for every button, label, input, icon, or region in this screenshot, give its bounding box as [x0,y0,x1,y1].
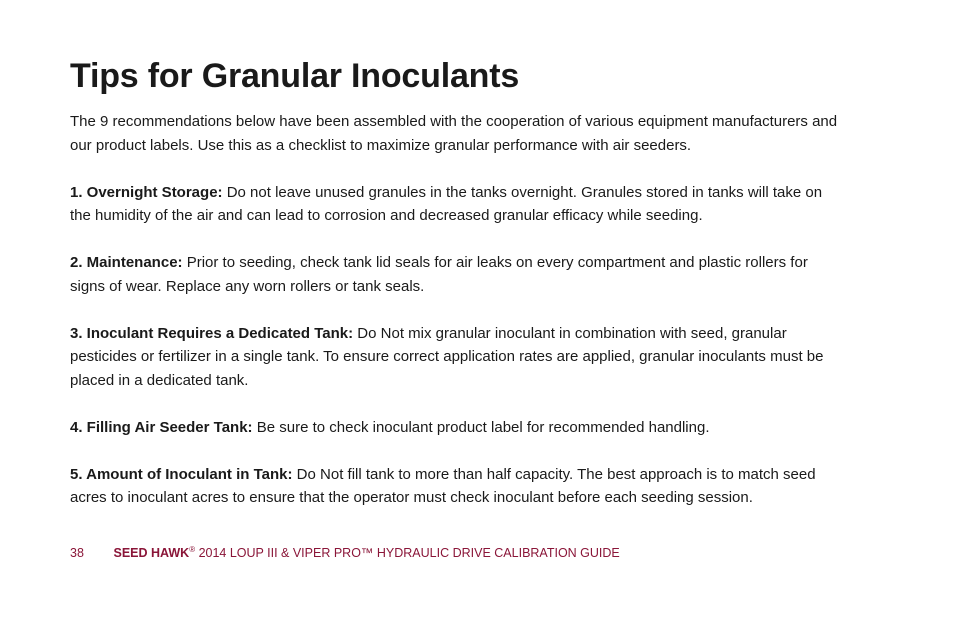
footer-guide-title: 2014 LOUP III & VIPER PRO™ HYDRAULIC DRIVE CALIBRATION GUIDE [198,546,620,561]
tip-text: Do Not fill tank to more than half capacity. The best approach is to match seed acres to inoculant acres to ensure that the operator must check inoculant before each seeding session. [70,465,816,506]
tip-item [70,181,840,228]
document-page [70,54,840,533]
tip-label: 4. Filling Air Seeder Tank: [70,418,253,436]
page-title: Tips for Granular Inoculants [70,57,520,95]
tip-label: 3. Inoculant Requires a Dedicated Tank: [70,324,354,342]
tip-item [70,463,840,510]
tip-text: Do not leave unused granules in the tanks overnight. Granules stored in tanks will take on the humidity of the air and can lead to corrosion and decreased granular efficacy while seeding. [70,183,823,224]
tip-label: 5. Amount of Inoculant in Tank: [70,465,293,483]
page-footer [70,545,620,560]
footer-brand: SEED HAWK [113,546,190,561]
tip-item [70,322,840,393]
tip-text: Prior to seeding, check tank lid seals for air leaks on every compartment and plastic rollers for signs of wear. Replace any worn rollers or tank seals. [70,254,808,295]
tip-item [70,416,840,440]
intro-paragraph: The 9 recommendations below have been assembled with the cooperation of various equipment manufacturers and our product labels. Use this as a checklist to maximize granular performance with air seeders. [70,113,838,154]
tip-label: 2. Maintenance: [70,254,183,271]
tip-text: Do Not mix granular inoculant in combination with seed, granular pesticides or fertilizer in a single tank. To ensure correct application rates are applied, granular inoculants must be placed in a dedicated tank. [70,324,824,389]
tip-text: Be sure to check inoculant product label for recommended handling. [256,418,710,436]
registered-mark: ® [189,545,196,554]
page-number: 38 [70,546,84,561]
tip-label: 1. Overnight Storage: [70,183,223,201]
tip-item [70,251,840,298]
